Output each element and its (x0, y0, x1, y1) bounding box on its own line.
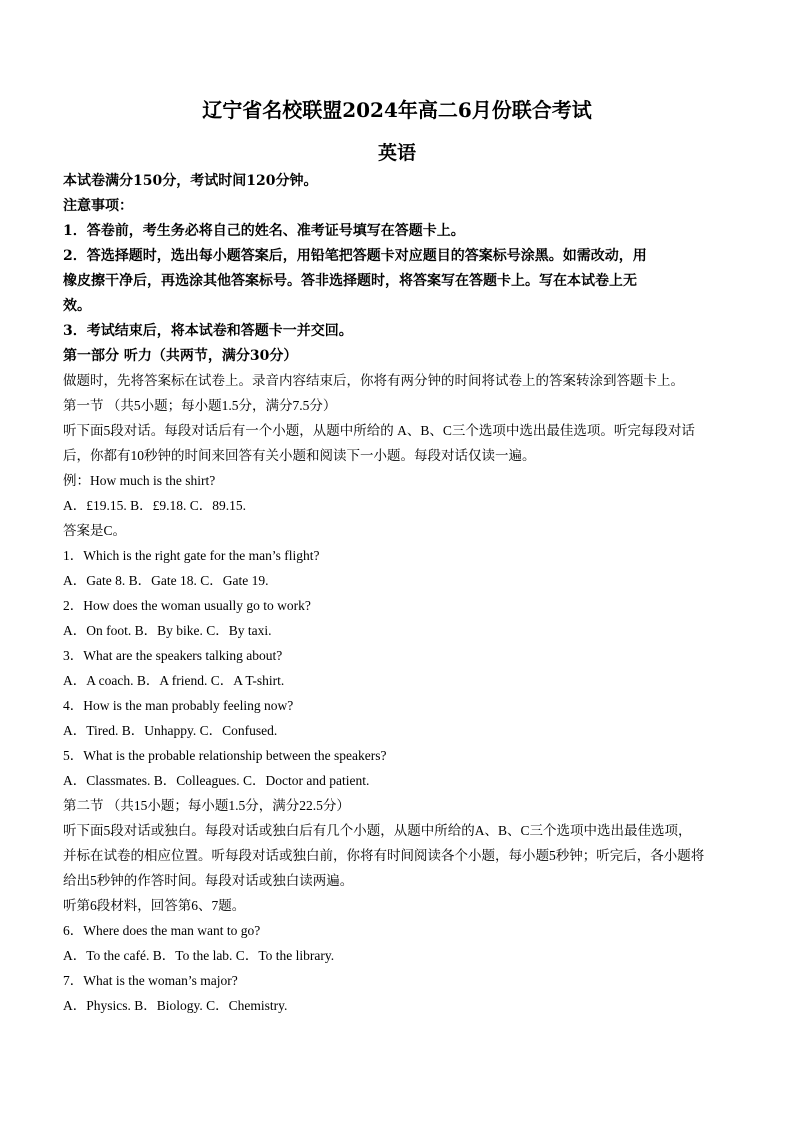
question-5: 5．What is the probable relationship between the speakers? (63, 748, 387, 763)
section1-instruction-line-2: 后，你都有10秒钟的时间来回答有关小题和阅读下一小题。每段对话仅读一遍。 (63, 448, 536, 463)
question-7-options: A．Physics. B．Biology. C．Chemistry. (63, 998, 288, 1013)
question-2: 2．How does the woman usually go to work? (63, 598, 311, 613)
exam-title: 辽宁省名校联盟2024年高二6月份联合考试 (202, 98, 592, 122)
material-6-label: 听第6段材料，回答第6、7题。 (63, 898, 246, 913)
part1-heading: 第一部分 听力（共两节，满分30分） (63, 348, 298, 364)
section2-instruction-line-2: 并标在试卷的相应位置。听每段对话或独白前，你将有时间阅读各个小题，每小题5秒钟；听完后，各小题将 (63, 848, 705, 863)
notice-item-3: 3．考试结束后，将本试卷和答题卡一并交回。 (63, 323, 353, 339)
notice-item-1: 1．答卷前，考生务必将自己的姓名、准考证号填写在答题卡上。 (63, 223, 465, 239)
question-4: 4．How is the man probably feeling now? (63, 698, 294, 713)
question-2-options: A．On foot. B．By bike. C．By taxi. (63, 623, 272, 638)
part1-intro: 做题时，先将答案标在试卷上。录音内容结束后，你将有两分钟的时间将试卷上的答案转涂到答题卡上。 (63, 373, 684, 388)
notice-heading: 注意事项： (63, 198, 133, 214)
question-6: 6．Where does the man want to go? (63, 923, 261, 938)
question-1-options: A．Gate 8. B．Gate 18. C．Gate 19. (63, 573, 269, 588)
notice-item-2-line-1: 2．答选择题时，选出每小题答案后，用铅笔把答题卡对应题目的答案标号涂黑。如需改动，用 (63, 248, 647, 264)
notice-item-2-line-3: 效。 (63, 298, 91, 314)
question-3: 3．What are the speakers talking about? (63, 648, 283, 663)
question-1: 1．Which is the right gate for the man’s flight? (63, 548, 320, 563)
question-6-options: A．To the café. B．To the lab. C．To the library. (63, 948, 335, 963)
example-options: A．£19.15. B．£9.18. C．89.15. (63, 498, 247, 513)
example-answer: 答案是C。 (63, 523, 127, 538)
section1-heading: 第一节 （共5小题；每小题1.5分，满分7.5分） (63, 398, 337, 413)
example-question: 例：How much is the shirt? (63, 473, 216, 488)
section2-heading: 第二节 （共15小题；每小题1.5分，满分22.5分） (63, 798, 350, 813)
section2-instruction-line-1: 听下面5段对话或独白。每段对话或独白后有几个小题，从题中所给的A、B、C三个选项中选出最佳选项， (63, 823, 692, 838)
question-7: 7．What is the woman’s major? (63, 973, 238, 988)
exam-subject: 英语 (377, 142, 416, 164)
question-5-options: A．Classmates. B．Colleagues. C．Doctor and patient. (63, 773, 370, 788)
section2-instruction-line-3: 给出5秒钟的作答时间。每段对话或独白读两遍。 (63, 873, 354, 888)
notice-score-time: 本试卷满分150分，考试时间120分钟。 (63, 173, 318, 189)
notice-item-2-line-2: 橡皮擦干净后，再选涂其他答案标号。答非选择题时，将答案写在答题卡上。写在本试卷上无 (63, 273, 637, 289)
question-4-options: A．Tired. B．Unhappy. C．Confused. (63, 723, 278, 738)
question-3-options: A．A coach. B．A friend. C．A T-shirt. (63, 673, 285, 688)
section1-instruction-line-1: 听下面5段对话。每段对话后有一个小题，从题中所给的 A、B、C三个选项中选出最佳选项。听完每段对话 (63, 423, 695, 438)
